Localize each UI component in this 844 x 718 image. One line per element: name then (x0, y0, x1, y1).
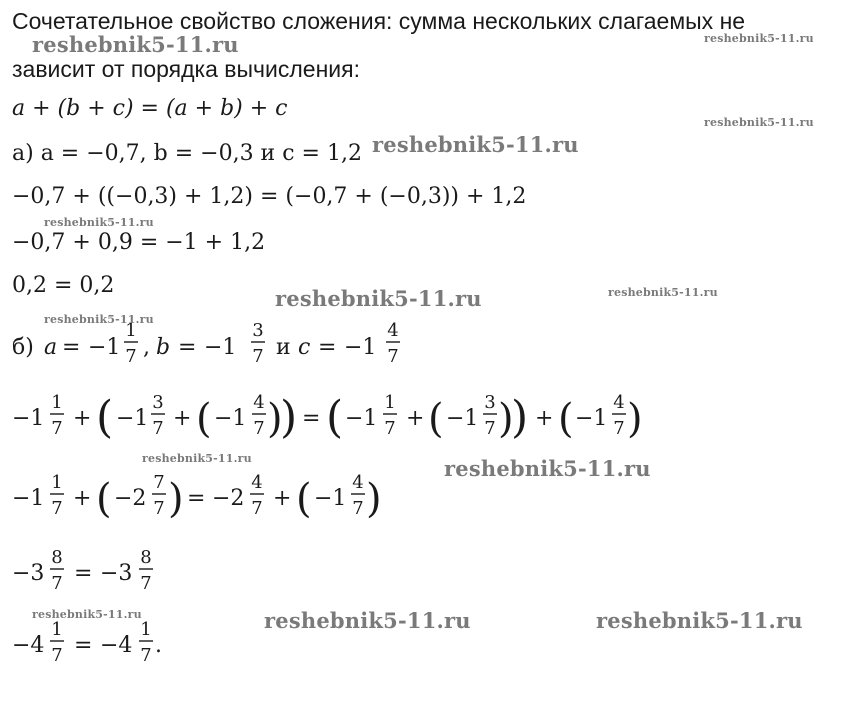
part-a-step-1: −0,7 + ((−0,3) + 1,2) = (−0,7 + (−0,3)) + 1,2 (12, 184, 527, 209)
svg-text:(: ( (326, 392, 344, 443)
svg-text:=: = (302, 406, 321, 431)
part-b-step-4 (12, 619, 162, 666)
watermark: reshebnik5-11.ru (142, 452, 252, 465)
frac-num: 7 (153, 472, 165, 493)
svg-text:7: 7 (152, 418, 164, 439)
svg-text:7: 7 (613, 418, 625, 439)
svg-text:): ) (627, 396, 643, 442)
svg-text:−1: −1 (575, 406, 608, 431)
watermark: reshebnik5-11.ru (372, 132, 579, 157)
var-a: a (44, 335, 58, 360)
eq-sign: = (62, 335, 81, 360)
whole-part: −1 (88, 335, 121, 360)
watermark: reshebnik5-11.ru (44, 313, 154, 326)
svg-text:−3: −3 (12, 561, 45, 586)
svg-text:4: 4 (253, 392, 265, 413)
frac-den: 7 (153, 498, 165, 519)
frac-num: 1 (125, 320, 137, 341)
part-a-header: а) a = −0,7, b = −0,3 и c = 1,2 (12, 141, 362, 166)
svg-text:3: 3 (152, 392, 164, 413)
svg-text:4: 4 (352, 472, 364, 493)
part-b-step-1 (12, 392, 643, 443)
watermark: reshebnik5-11.ru (608, 286, 718, 299)
comma: , (143, 335, 150, 360)
frac-num: 4 (387, 320, 399, 341)
svg-text:−4: −4 (12, 633, 45, 658)
svg-text:(: ( (558, 396, 574, 442)
eq-sign: = (318, 335, 337, 360)
watermark: reshebnik5-11.ru (596, 608, 803, 633)
watermark: reshebnik5-11.ru (32, 608, 142, 621)
svg-text:7: 7 (140, 645, 152, 666)
watermark: reshebnik5-11.ru (264, 608, 471, 633)
watermark: reshebnik5-11.ru (32, 32, 239, 57)
part-a-step-3: 0,2 = 0,2 (12, 273, 115, 298)
svg-text:1: 1 (384, 392, 396, 413)
svg-text:7: 7 (51, 418, 63, 439)
eq-sign: = (178, 335, 197, 360)
watermark: reshebnik5-11.ru (275, 286, 482, 311)
part-a-step-2: −0,7 + 0,9 = −1 + 1,2 (12, 230, 266, 255)
svg-text:=: = (187, 486, 206, 511)
svg-text:7: 7 (251, 498, 263, 519)
svg-text:8: 8 (140, 547, 152, 568)
svg-text:7: 7 (51, 498, 63, 519)
svg-text:): ) (366, 476, 382, 522)
watermark: reshebnik5-11.ru (704, 32, 814, 45)
svg-text:7: 7 (484, 418, 496, 439)
svg-text:(: ( (296, 476, 312, 522)
svg-text:(: ( (96, 392, 114, 443)
svg-text:−1: −1 (214, 406, 247, 431)
svg-text:+: + (173, 406, 192, 431)
svg-text:−2: −2 (114, 486, 147, 511)
svg-text:1: 1 (51, 392, 63, 413)
part-b-label: б) (12, 335, 34, 360)
svg-text:=: = (74, 561, 93, 586)
svg-text:(: ( (96, 476, 112, 522)
svg-text:−1: −1 (116, 406, 149, 431)
frac-num: 3 (252, 320, 264, 341)
conj-and: и (276, 335, 291, 360)
svg-text:=: = (74, 633, 93, 658)
intro-line-1: Сочетательное свойство сложения: сумма нескольких слагаемых не (12, 8, 746, 34)
svg-text:−2: −2 (212, 486, 245, 511)
svg-text:3: 3 (484, 392, 496, 413)
part-b-step-2 (12, 472, 382, 522)
var-c: c (298, 335, 311, 360)
svg-text:−1: −1 (12, 486, 45, 511)
svg-text:7: 7 (140, 573, 152, 594)
svg-text:.: . (155, 633, 162, 658)
svg-text:−1: −1 (12, 406, 45, 431)
svg-text:7: 7 (51, 645, 63, 666)
frac-den: 7 (252, 346, 264, 367)
svg-text:8: 8 (51, 547, 63, 568)
svg-text:7: 7 (253, 418, 265, 439)
svg-text:(: ( (428, 396, 444, 442)
svg-text:4: 4 (251, 472, 263, 493)
svg-text:−1: −1 (345, 406, 378, 431)
svg-text:+: + (73, 486, 92, 511)
var-b: b (156, 335, 171, 360)
watermark: reshebnik5-11.ru (444, 456, 651, 481)
watermark: reshebnik5-11.ru (704, 116, 814, 129)
svg-text:−3: −3 (100, 561, 133, 586)
svg-text:(: ( (196, 396, 212, 442)
frac-den: 7 (387, 346, 399, 367)
svg-text:+: + (273, 486, 292, 511)
svg-text:): ) (280, 392, 298, 443)
frac-den: 7 (125, 346, 137, 367)
associative-formula: a + (b + c) = (a + b) + c (12, 96, 288, 121)
svg-text:): ) (267, 396, 283, 442)
whole-part: −1 (344, 335, 377, 360)
svg-text:1: 1 (51, 472, 63, 493)
svg-text:+: + (406, 406, 425, 431)
intro-line-2: зависит от порядка вычисления: (12, 56, 360, 82)
svg-text:1: 1 (140, 619, 152, 640)
svg-text:4: 4 (613, 392, 625, 413)
svg-text:7: 7 (384, 418, 396, 439)
svg-text:): ) (498, 396, 514, 442)
svg-text:+: + (73, 406, 92, 431)
svg-text:7: 7 (51, 573, 63, 594)
svg-text:+: + (535, 406, 554, 431)
svg-text:7: 7 (352, 498, 364, 519)
watermark: reshebnik5-11.ru (44, 216, 154, 229)
part-b-step-3 (12, 547, 153, 594)
svg-text:1: 1 (51, 619, 63, 640)
whole-part: −1 (204, 335, 237, 360)
svg-text:): ) (168, 476, 184, 522)
svg-text:−1: −1 (314, 486, 347, 511)
svg-text:−1: −1 (446, 406, 479, 431)
svg-text:): ) (511, 392, 529, 443)
svg-text:−4: −4 (100, 633, 133, 658)
